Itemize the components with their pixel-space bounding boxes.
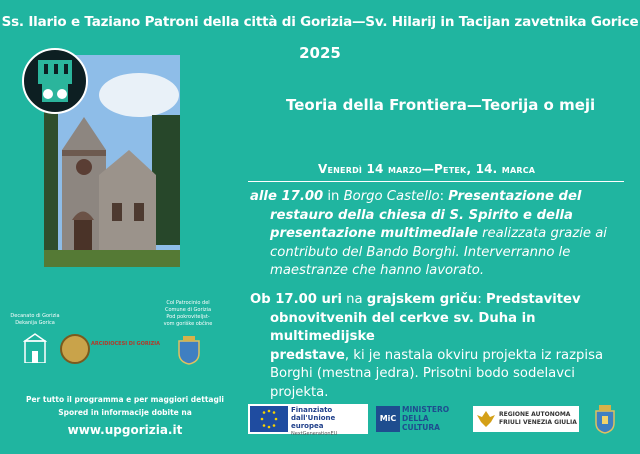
divider xyxy=(248,181,624,182)
region-line1: REGIONE AUTONOMA xyxy=(499,411,571,418)
comune-gorizia-crest-icon xyxy=(177,335,201,369)
decanato-logo xyxy=(23,333,47,363)
eu-line1: Finanziato xyxy=(291,406,333,414)
sl-colon: : xyxy=(477,292,487,307)
arcidiocesi-label: ARCIDIOCESI DI GORIZIA xyxy=(91,341,160,347)
parish-logo xyxy=(22,48,88,114)
sl-line3-rest: , ki je nastala okviru projekta iz razpisa xyxy=(344,347,604,363)
it-line4: contributo del Bando Borghi. Interverranno le xyxy=(270,244,571,260)
region-eagle-icon xyxy=(476,409,496,429)
sl-place: grajskem griču xyxy=(366,292,478,307)
sl-line3-bold: predstave xyxy=(270,347,345,363)
it-line3-bold: presentazione multimediale xyxy=(270,226,478,241)
arcidiocesi-seal-icon xyxy=(60,334,90,364)
website-link[interactable]: www.upgorizia.it xyxy=(67,423,183,437)
it-line3-rest: realizzata grazie ai xyxy=(477,226,607,241)
mic-logo-block xyxy=(376,404,454,434)
sl-line4: Borghi (mestna jedra). Prisotni bodo sodelavci xyxy=(270,366,575,381)
it-colon: : xyxy=(439,189,449,204)
event-date: Venerdì 14 marzo—Petek, 14. marca xyxy=(318,162,536,176)
it-in: in xyxy=(323,189,344,204)
sl-na: na xyxy=(341,292,367,307)
page-title: Ss. Ilario e Taziano Patroni della città di Gorizia—Sv. Hilarij in Tacijan zavetnika Gorice xyxy=(1,14,639,30)
footer-line1: Per tutto il programma e per maggiori dettagli xyxy=(25,395,225,404)
it-time: alle 17.00 xyxy=(250,189,324,204)
it-line5: maestranze che hanno lavorato. xyxy=(270,263,485,278)
year: 2025 xyxy=(299,44,341,62)
sl-line5: projekta. xyxy=(270,384,329,400)
sl-lead: Predstavitev xyxy=(486,292,581,307)
slovenian-announcement xyxy=(250,291,622,402)
eu-line2: dall'Unione europea xyxy=(291,414,336,430)
event-subtitle: Teoria della Frontiera—Teorija o meji xyxy=(286,96,596,114)
region-logo-block xyxy=(473,406,579,432)
sl-time: Ob 17.00 uri xyxy=(250,292,342,307)
mic-line3: CULTURA xyxy=(402,423,440,432)
it-line2: restauro della chiesa di S. Spirito e della xyxy=(270,207,573,223)
mic-abbr: MiC xyxy=(376,406,400,432)
mic-line1: MINISTERO xyxy=(402,405,450,414)
it-place: Borgo Castello xyxy=(343,189,440,204)
footer-line2: Spored in informacije dobite na xyxy=(58,408,192,417)
patrocinio-label: Col Patrocinio del Comune di Gorizia Pod pokroviteljst- vom goriške občine xyxy=(163,300,213,327)
eu-line3: NextGenerationEU xyxy=(291,431,338,437)
region-line2: FRIULI VENEZIA GIULIA xyxy=(499,419,577,426)
sl-line2: obnovitvenih del cerkve sv. Duha in multimedijske xyxy=(270,310,536,344)
gorizia-crest-icon xyxy=(594,404,616,438)
mic-line2: DELLA xyxy=(402,414,429,423)
it-lead: Presentazione del xyxy=(448,189,582,204)
decanato-label: Decanato di Gorizia Dekanija Gorica xyxy=(10,313,60,326)
italian-announcement xyxy=(250,188,622,281)
eu-logo-block xyxy=(248,404,368,437)
eu-flag-icon xyxy=(250,406,288,432)
